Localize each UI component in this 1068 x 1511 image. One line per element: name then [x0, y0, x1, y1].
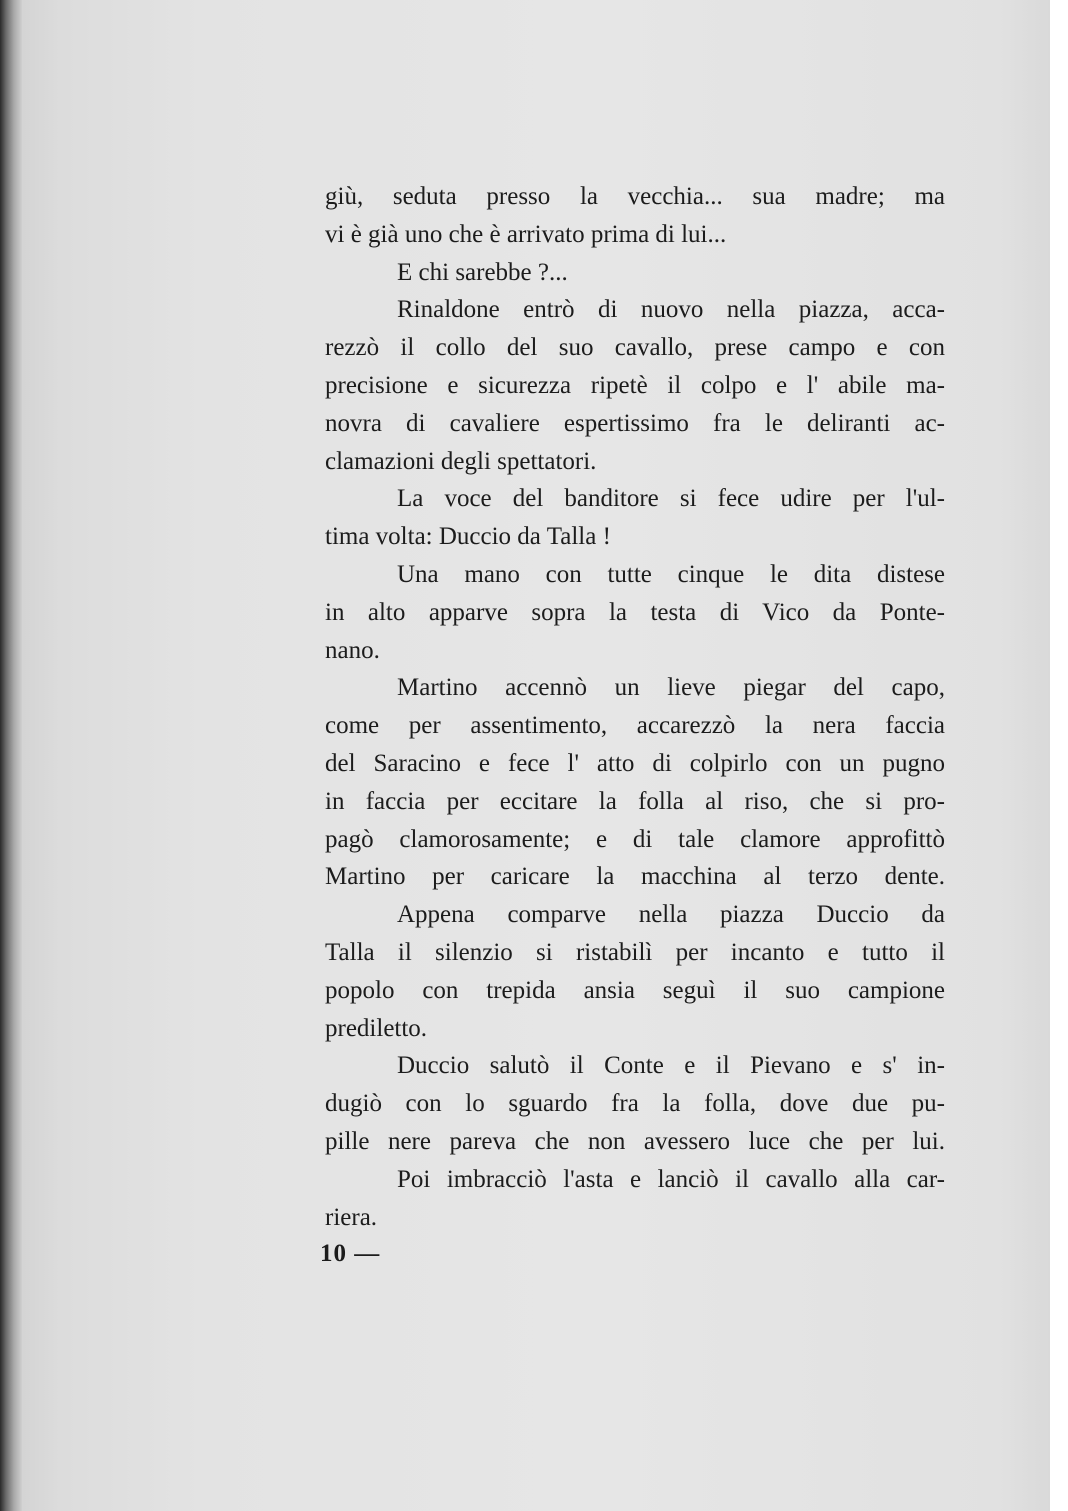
text-line: tima volta: Duccio da Talla !: [325, 523, 611, 551]
page-number: 10 —: [320, 1240, 381, 1267]
text-line: clamazioni degli spettatori.: [325, 447, 597, 475]
text-line: Duccio salutò il Conte e il Pievano e s' in-: [397, 1052, 945, 1080]
text-line: La voce del banditore si fece udire per l'ul-: [397, 485, 945, 513]
body-text: [325, 178, 945, 1236]
text-line: rezzò il collo del suo cavallo, prese campo e con: [325, 334, 945, 362]
scan-margin: [1050, 0, 1068, 1511]
text-line: riera.: [325, 1203, 378, 1231]
text-line: Martino per caricare la macchina al terzo dente.: [325, 863, 945, 891]
text-line: dugiò con lo sguardo fra la folla, dove due pu-: [325, 1090, 945, 1118]
text-line: Una mano con tutte cinque le dita distese: [397, 560, 945, 588]
text-line: del Saracino e fece l' atto di colpirlo con un pugno: [325, 749, 945, 777]
text-line: prediletto.: [325, 1014, 428, 1042]
text-line: in alto apparve sopra la testa di Vico da Ponte-: [325, 598, 945, 626]
text-line: precisione e sicurezza ripetè il colpo e l' abile ma-: [325, 371, 945, 399]
text-line: Martino accennò un lieve piegar del capo,: [397, 674, 945, 702]
text-line: popolo con trepida ansia seguì il suo campione: [325, 976, 945, 1004]
text-line: novra di cavaliere espertissimo fra le deliranti ac-: [325, 409, 945, 437]
text-line: pille nere pareva che non avessero luce che per lui.: [325, 1127, 945, 1155]
text-line: Appena comparve nella piazza Duccio da: [397, 901, 945, 929]
text-line: Talla il silenzio si ristabilì per incanto e tutto il: [325, 938, 945, 966]
text-line: in faccia per eccitare la folla al riso, che si pro-: [325, 787, 945, 815]
text-line: come per assentimento, accarezzò la nera faccia: [325, 712, 945, 740]
text-line: pagò clamorosamente; e di tale clamore approfittò: [325, 825, 945, 853]
text-line: vi è già uno che è arrivato prima di lui...: [325, 220, 727, 248]
text-line: Poi imbracciò l'asta e lanciò il cavallo alla car-: [397, 1165, 945, 1193]
text-line: E chi sarebbe ?...: [397, 258, 568, 286]
text-line: Rinaldone entrò di nuovo nella piazza, acca-: [397, 296, 945, 324]
text-line: giù, seduta presso la vecchia... sua madre; ma: [325, 183, 945, 210]
page-binding-shadow: [0, 0, 22, 1511]
text-line: nano.: [325, 636, 380, 664]
